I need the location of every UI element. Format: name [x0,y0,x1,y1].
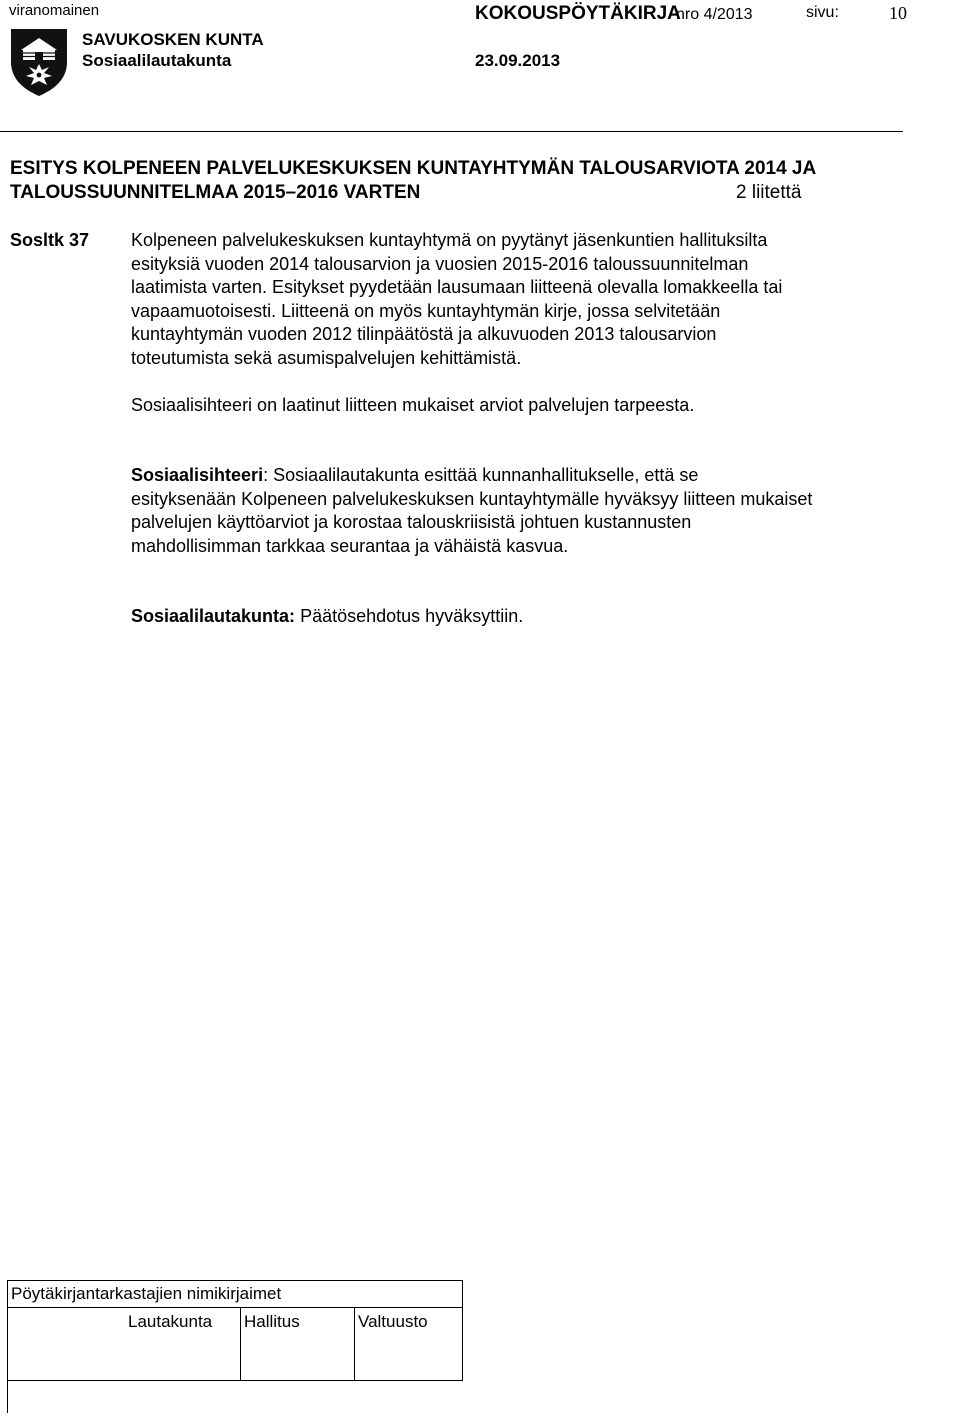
section-reference: Sosltk 37 [10,230,90,250]
signature-table [7,1280,463,1381]
item-title-line-2: TALOUSSUUNNITELMAA 2015–2016 VARTEN [10,182,421,203]
municipality-coat-of-arms-logo [8,26,70,98]
paragraph-line: vapaamuotoisesti. Liitteenä on myös kuntayhtymän kirje, jossa selvitetään [131,300,721,321]
meeting-date: 23.09.2013 [475,51,561,70]
proposal-paragraph [131,464,812,558]
signature-table-title: Pöytäkirjantarkastajien nimikirjaimet [8,1281,463,1308]
document-number: nro 4/2013 [676,6,753,23]
decision-text: Päätösehdotus hyväksyttiin. [300,606,524,626]
signature-cell-council: Valtuusto [355,1308,463,1381]
attachments-count: 2 liitettä [736,182,802,203]
signature-cell-board: Lautakunta [8,1308,241,1381]
municipality-name: SAVUKOSKEN KUNTA [82,30,264,49]
proposal-line: palvelujen käyttöarviot ja korostaa talouskriisistä johtuen kustannusten [131,512,692,532]
page-label: sivu: [806,4,839,21]
coat-of-arms-icon [8,26,70,98]
proposal-line: esityksenään Kolpeneen palvelukeskuksen kuntayhtymälle hyväksyy liitteen mukaiset [131,488,813,509]
decision-paragraph [131,605,523,629]
decision-label: Sosiaalilautakunta: [131,606,296,626]
paragraph-line: toteutumista sekä asumispalvelujen kehittämistä. [131,347,522,368]
signature-cell-government: Hallitus [241,1308,355,1381]
paragraph-background [131,229,782,370]
paragraph-estimates: Sosiaalisihteeri on laatinut liitteen mukaiset arviot palvelujen tarpeesta. [131,395,695,415]
document-type: KOKOUSPÖYTÄKIRJA [475,3,681,24]
paragraph-line: Kolpeneen palvelukeskuksen kuntayhtymä on pyytänyt jäsenkuntien hallituksilta [131,230,768,250]
committee-name: Sosiaalilautakunta [82,51,232,70]
proposal-label: Sosiaalisihteeri [131,465,264,485]
paragraph-line: kuntayhtymän vuoden 2012 tilinpäätöstä ja alkuvuoden 2013 talousarvion [131,324,717,344]
proposal-text: : Sosiaalilautakunta esittää kunnanhallitukselle, että se [263,465,699,485]
signature-table-left-border [7,1305,9,1413]
paragraph-line: esityksiä vuoden 2014 talousarvion ja vuosien 2015-2016 taloussuunnitelman [131,253,749,274]
proposal-line: mahdollisimman tarkkaa seurantaa ja vähäistä kasvua. [131,535,569,556]
page-number: 10 [889,3,907,23]
header-divider [0,131,903,132]
document-category: viranomainen [9,2,100,19]
item-title-line-1: ESITYS KOLPENEEN PALVELUKESKUKSEN KUNTAYHTYMÄN TALOUSARVIOTA 2014 JA [10,158,817,179]
paragraph-line: laatimista varten. Esitykset pyydetään lausumaan liitteenä olevalla lomakkeella tai [131,277,783,297]
